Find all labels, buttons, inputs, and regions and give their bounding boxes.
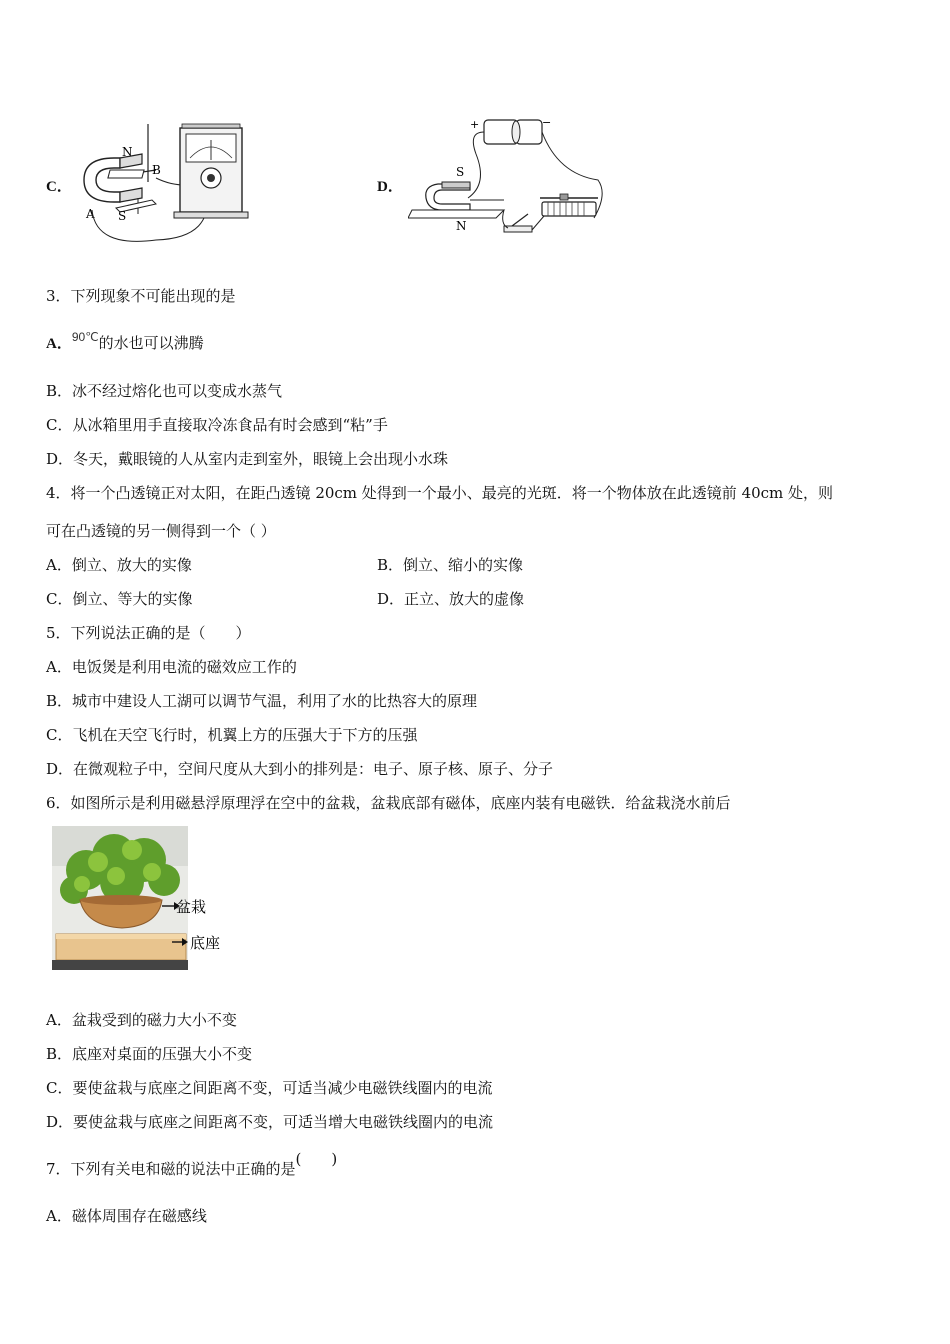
svg-text:+: + — [470, 118, 480, 131]
label-pot: 盆栽 — [176, 898, 207, 916]
q3-stem: 3．下列现象不可能出现的是 — [46, 287, 236, 305]
q5-option-c: C．飞机在天空飞行时，机翼上方的压强大于下方的压强 — [46, 726, 418, 744]
figure-motor-circuit — [408, 114, 608, 246]
letter-n: N — [456, 219, 467, 233]
svg-text:−: − — [542, 116, 552, 129]
q5-option-b: B．城市中建设人工湖可以调节气温，利用了水的比热容大的原理 — [46, 692, 478, 710]
temperature-90c: 90℃ — [71, 330, 99, 344]
q6-stem: 6．如图所示是利用磁悬浮原理浮在空中的盆栽，盆栽底部有磁体，底座内装有电磁铁．给盆栽浇水前后 — [46, 794, 731, 812]
option-c-label: C． — [46, 179, 72, 195]
q4-stem-line2: 可在凸透镜的另一侧得到一个（ ） — [46, 522, 276, 540]
q3-option-b: B．冰不经过熔化也可以变成水蒸气 — [46, 382, 283, 400]
q4-option-d: D．正立、放大的虚像 — [377, 590, 525, 608]
q7-option-a: A．磁体周围存在磁感线 — [46, 1207, 207, 1225]
q5-option-d: D．在微观粒子中，空间尺度从大到小的排列是：电子、原子核、原子、分子 — [46, 760, 554, 778]
q4-option-b: B．倒立、缩小的实像 — [377, 556, 524, 574]
letter-a: A — [86, 207, 95, 221]
figure-levitating-plant — [52, 826, 232, 972]
q3-option-d: D．冬天，戴眼镜的人从室内走到室外，眼镜上会出现小水珠 — [46, 450, 449, 468]
option-d-label: D． — [377, 179, 403, 195]
q4-stem-line1: 4．将一个凸透镜正对太阳，在距凸透镜 20cm 处得到一个最小、最亮的光斑．将一个物体放在此透镜前 40cm 处，则 — [46, 484, 834, 502]
q3-option-a: A．$^{90℃}$的水也可以沸腾 — [46, 330, 204, 352]
letter-n: N — [122, 145, 133, 159]
q6-option-d: D．要使盆栽与底座之间距离不变，可适当增大电磁铁线圈内的电流 — [46, 1113, 494, 1131]
q3-option-c: C．从冰箱里用手直接取冷冻食品有时会感到“粘”手 — [46, 416, 388, 434]
q4-option-c: C．倒立、等大的实像 — [46, 590, 193, 608]
label-base: 底座 — [190, 934, 221, 952]
letter-s: S — [118, 209, 127, 223]
letter-b: B — [152, 163, 161, 177]
q6-option-c: C．要使盆栽与底座之间距离不变，可适当减少电磁铁线圈内的电流 — [46, 1079, 493, 1097]
figure-galvanometer-circuit — [76, 118, 252, 250]
q7-stem: 7．下列有关电和磁的说法中正确的是( ) — [46, 1150, 338, 1178]
letter-s: S — [456, 165, 465, 179]
q6-option-b: B．底座对桌面的压强大小不变 — [46, 1045, 253, 1063]
q4-option-a: A．倒立、放大的实像 — [46, 556, 192, 574]
q6-option-a: A．盆栽受到的磁力大小不变 — [46, 1011, 237, 1029]
answer-parenthesis: ( ) — [295, 1150, 338, 1168]
q5-stem: 5．下列说法正确的是（ ） — [46, 624, 251, 642]
q5-option-a: A．电饭煲是利用电流的磁效应工作的 — [46, 658, 297, 676]
